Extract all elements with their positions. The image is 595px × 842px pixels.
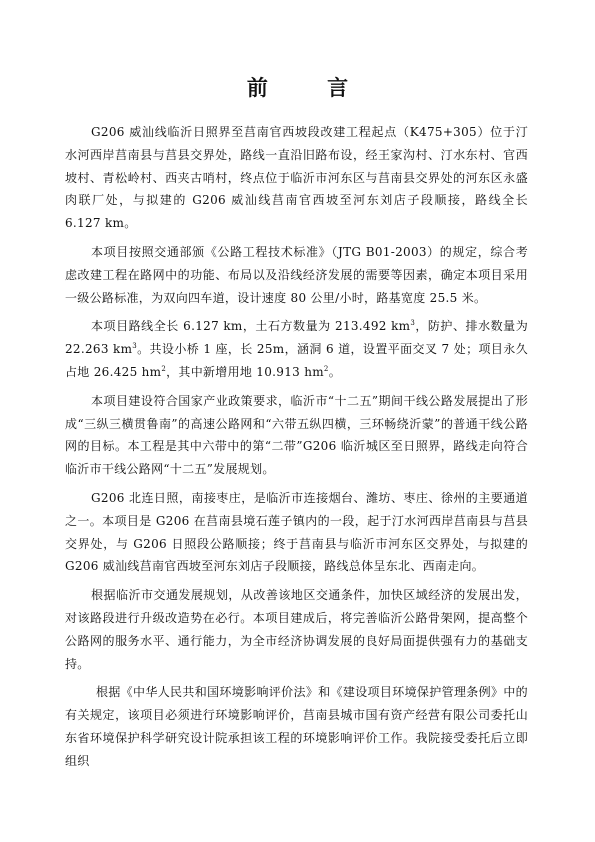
paragraph-4: 本项目建设符合国家产业政策要求，临沂市“十二五”期间干线公路发展提出了形成“三纵三横贯鲁南”的高速公路网和“六带五纵四横，三环畅绕沂蒙”的普通干线公路网的目标。本工程是其中六带中的第“二带”G206 临沂城区至日照界，路线走向符合临沂市干线公路网“十二五”发展规划。 (65, 393, 528, 477)
paragraph-3-text-c: 。共设小桥 1 座，长 25m，涵洞 6 道，设置平面交叉 7 处；项目永久占地 26.425 hm (65, 342, 529, 379)
superscript-cubic: 3 (132, 342, 138, 351)
paragraph-3-text-e: 。 (328, 364, 341, 379)
paragraph-3 (65, 315, 528, 383)
paragraph-2: 本项目按照交通部颁《公路工程技术标准》（JTG B01-2003）的规定，综合考虑改建工程在路网中的功能、布局以及沿线经济发展的需要等因素，确定本项目采用一级公路标准，为双向四车道，设计速度 80 公里/小时，路基宽度 25.5 米。 (65, 244, 528, 305)
paragraph-3-text-b: ，防护、排水数量为 22.263 km (65, 319, 528, 357)
paragraph-5: G206 北连日照，南接枣庄，是临沂市连接烟台、潍坊、枣庄、徐州的主要通道之一。本项目是 G206 在莒南县境石莲子镇内的一段，起于汀水河西岸莒南县与莒县交界处，与 G206 日照段公路顺接；终于莒南县与临沂市河东区交界处，与拟建的 G206 威汕线莒南官西坡至河东刘店子段顺接，路线总体呈东北、西南走向。 (65, 490, 528, 574)
paragraph-6: 根据临沂市交通发展规划，从改善该地区交通条件，加快区域经济的发展出发，对该路段进行升级改造势在必行。本项目建成后，将完善临沂公路骨架网，提高整个公路网的服务水平、通行能力，为全市经济协调发展的良好局面提供强有力的基础支持。 (65, 588, 528, 671)
paragraph-1: G206 威汕线临沂日照界至莒南官西坡段改建工程起点（K475+305）位于汀水河西岸莒南县与莒县交界处，路线一直沿旧路布设，经王家沟村、汀水东村、官西坡村、青松岭村、西夹古哨村，终点位于临沂市河东区与莒南县交界处的河东区永盛肉联厂处，与拟建的 G206 威汕线莒南官西坡至河东刘店子段顺接，路线全长 6.127 km。 (65, 125, 528, 231)
superscript-square: 2 (323, 364, 329, 373)
paragraph-3-text-d: ，其中新增用地 10.913 hm (166, 364, 324, 379)
paragraph-3-text-a: 本项目路线全长 6.127 km，土石方数量为 213.492 km (91, 319, 411, 334)
paragraph-7: 根据《中华人民共和国环境影响评价法》和《建设项目环境保护管理条例》中的有关规定，该项目必须进行环境影响评价，莒南县城市国有资产经营有限公司委托山东省环境保护科学研究设计院承担该工程的环境影响评价工作。我院接受委托后立即组织 (65, 685, 528, 768)
document-body (65, 121, 528, 779)
page-title: 前 言 (246, 76, 375, 100)
superscript-square: 2 (161, 364, 167, 373)
superscript-cubic: 3 (410, 319, 416, 328)
